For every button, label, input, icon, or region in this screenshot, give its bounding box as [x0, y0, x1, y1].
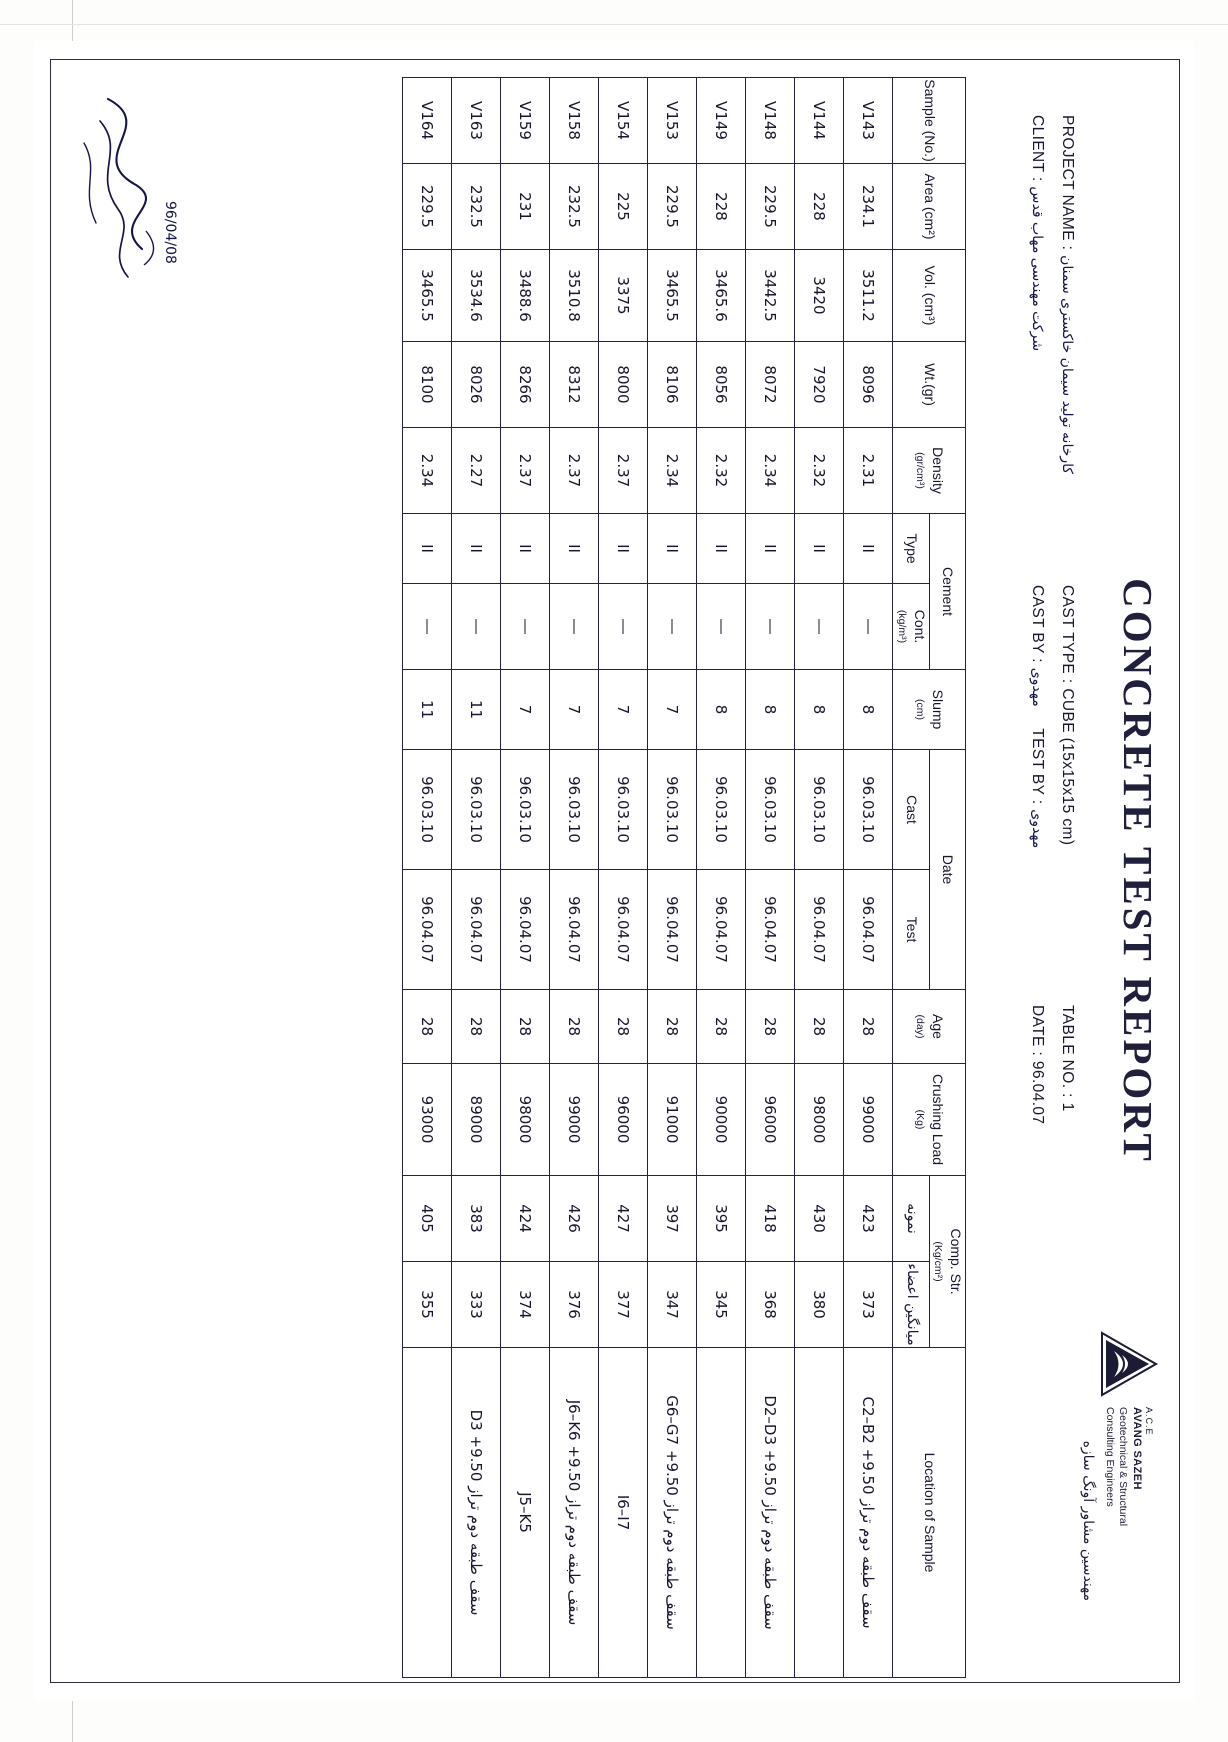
th-date: Date [929, 750, 965, 990]
cell-location [452, 1348, 501, 1678]
cell-weight: 8096 [844, 342, 893, 428]
th-cement: Cement [929, 514, 965, 670]
cell-vol: 3465.5 [403, 250, 452, 342]
th-location: Location of Sample [893, 1348, 966, 1678]
cell-strength-average: 345 [697, 1262, 746, 1348]
cast-type-label: CAST TYPE : [1059, 585, 1076, 684]
loc-text: سقف طبقه دوم [663, 1529, 682, 1630]
cast-by-label: CAST BY : [1029, 585, 1046, 663]
cell-strength-sample: 427 [599, 1176, 648, 1262]
cell-density: 2.34 [648, 428, 697, 514]
loc-level: تراز 9.50+ [761, 1449, 780, 1525]
loc-grid-code: I6–I7 [614, 1494, 633, 1531]
table-no-label: TABLE NO. : [1059, 1005, 1076, 1098]
cell-cement-type: II [550, 514, 599, 584]
cell-vol: 3420 [795, 250, 844, 342]
loc-grid-code: D3 [467, 1409, 486, 1431]
date-field [1028, 1005, 1046, 1285]
meta-row-2 [1028, 115, 1046, 1631]
cell-strength-sample: 424 [501, 1176, 550, 1262]
signature-date: 96/04/08 [162, 201, 178, 264]
cell-strength-sample: 405 [403, 1176, 452, 1262]
cell-cement-type: II [648, 514, 697, 584]
cell-density: 2.34 [403, 428, 452, 514]
cell-area: 228 [697, 164, 746, 250]
table-row [795, 78, 844, 1678]
cell-sample: V149 [697, 78, 746, 164]
th-sample: Sample (No.) [893, 78, 966, 164]
table-row [452, 78, 501, 1678]
concrete-test-table [402, 77, 966, 1678]
report-header [966, 71, 1162, 1671]
cell-load: 89000 [452, 1064, 501, 1176]
cell-density: 2.37 [550, 428, 599, 514]
cast-by-field [1028, 585, 1046, 1005]
th-strength-average: میانگین اعضاء [893, 1262, 929, 1348]
cell-location [599, 1348, 648, 1678]
cell-weight: 8312 [550, 342, 599, 428]
cast-type-value: CUBE (15x15x15 cm) [1059, 688, 1076, 846]
table-row [501, 78, 550, 1678]
cell-date-test: 96.04.07 [844, 870, 893, 990]
cell-date-test: 96.04.07 [746, 870, 795, 990]
table-row [844, 78, 893, 1678]
logo-company-name: AVANG SAZEH [1130, 1407, 1143, 1490]
cell-vol: 3510.8 [550, 250, 599, 342]
th-slump-unit: (cm) [914, 699, 927, 720]
cell-location [501, 1348, 550, 1678]
cell-date-test: 96.04.07 [599, 870, 648, 990]
th-cement-content-label: Cont. [911, 609, 928, 644]
th-slump [893, 670, 966, 750]
cell-strength-average: 333 [452, 1262, 501, 1348]
cell-strength-sample: 426 [550, 1176, 599, 1262]
cell-weight: 8266 [501, 342, 550, 428]
cast-type-field [1058, 585, 1076, 1005]
cell-age: 28 [599, 990, 648, 1064]
loc-grid-code: J5–K5 [516, 1492, 535, 1533]
cell-date-test: 96.04.07 [452, 870, 501, 990]
table-row [550, 78, 599, 1678]
cell-load: 99000 [844, 1064, 893, 1176]
cell-area: 229.5 [746, 164, 795, 250]
th-comp-strength [929, 1176, 965, 1348]
cell-sample: V154 [599, 78, 648, 164]
cell-density: 2.27 [452, 428, 501, 514]
report-meta [1016, 115, 1076, 1631]
logo-line-2: Geotechnical & Structural [1117, 1407, 1129, 1527]
th-density-label: Density [929, 447, 946, 494]
th-density [893, 428, 966, 514]
loc-grid-code: J6–K6 [565, 1399, 584, 1441]
cell-date-test: 96.04.07 [403, 870, 452, 990]
table-row [697, 78, 746, 1678]
meta-row-1 [1058, 115, 1076, 1631]
cell-date-test: 96.04.07 [550, 870, 599, 990]
cell-date-cast: 96.03.10 [648, 750, 697, 870]
cell-strength-sample: 430 [795, 1176, 844, 1262]
cell-date-test: 96.04.07 [795, 870, 844, 990]
cell-area: 225 [599, 164, 648, 250]
cell-age: 28 [697, 990, 746, 1064]
cell-weight: 8100 [403, 342, 452, 428]
cell-area: 232.5 [550, 164, 599, 250]
cell-cement-type: II [746, 514, 795, 584]
cell-date-test: 96.04.07 [697, 870, 746, 990]
cell-location [844, 1348, 893, 1678]
th-slump-label: Slump [929, 689, 946, 730]
loc-text: سقف طبقه دوم [761, 1529, 780, 1630]
cell-cement-type: II [844, 514, 893, 584]
cell-slump: 7 [599, 670, 648, 750]
cell-load: 98000 [501, 1064, 550, 1176]
cell-weight: 8072 [746, 342, 795, 428]
cell-strength-average: 347 [648, 1262, 697, 1348]
date-value: 96.04.07 [1029, 1060, 1046, 1125]
cell-cement-content: — [844, 584, 893, 670]
cell-location [697, 1348, 746, 1678]
cell-cement-content: — [501, 584, 550, 670]
cell-cement-content: — [697, 584, 746, 670]
th-date-test: Test [893, 870, 929, 990]
company-logo-block [1080, 1331, 1158, 1631]
cell-cement-type: II [403, 514, 452, 584]
cell-sample: V148 [746, 78, 795, 164]
loc-grid-code: C2–B2 [859, 1396, 878, 1444]
loc-level: تراز 9.50+ [663, 1449, 682, 1525]
th-strength-sample: نمونه [893, 1176, 929, 1262]
cell-strength-average: 355 [403, 1262, 452, 1348]
cell-date-cast: 96.03.10 [697, 750, 746, 870]
th-load-label: Crushing Load [929, 1073, 946, 1166]
cell-strength-sample: 397 [648, 1176, 697, 1262]
cell-density: 2.31 [844, 428, 893, 514]
th-vol: Vol. (cm³) [893, 250, 966, 342]
cell-location [403, 1348, 452, 1678]
table-row [746, 78, 795, 1678]
cell-cement-content: — [599, 584, 648, 670]
table-row [403, 78, 452, 1678]
table-row [648, 78, 697, 1678]
scan-edge-top [0, 24, 1228, 25]
cell-weight: 8000 [599, 342, 648, 428]
cell-vol: 3375 [599, 250, 648, 342]
th-age-unit: (day) [914, 1014, 927, 1039]
client-label: CLIENT : [1029, 115, 1046, 182]
cell-date-cast: 96.03.10 [795, 750, 844, 870]
loc-level: تراز 9.50+ [467, 1435, 486, 1511]
cell-slump: 11 [452, 670, 501, 750]
th-density-unit: (gr/cm³) [914, 452, 927, 489]
cell-strength-sample: 383 [452, 1176, 501, 1262]
loc-level: تراز 9.50+ [565, 1445, 584, 1520]
th-crushing-load [893, 1064, 966, 1176]
cell-age: 28 [501, 990, 550, 1064]
cell-vol: 3534.6 [452, 250, 501, 342]
cell-load: 91000 [648, 1064, 697, 1176]
cell-load: 98000 [795, 1064, 844, 1176]
cell-date-cast: 96.03.10 [403, 750, 452, 870]
cell-date-cast: 96.03.10 [844, 750, 893, 870]
th-strength-unit: (Kg/cm²) [932, 1241, 945, 1282]
cell-cement-content: — [648, 584, 697, 670]
cell-cement-content: — [403, 584, 452, 670]
project-name-label: PROJECT NAME : [1059, 115, 1076, 251]
client-field [1028, 115, 1046, 585]
cell-date-test: 96.04.07 [501, 870, 550, 990]
cell-weight: 8026 [452, 342, 501, 428]
cell-strength-sample: 418 [746, 1176, 795, 1262]
cell-date-cast: 96.03.10 [599, 750, 648, 870]
cell-area: 228 [795, 164, 844, 250]
cell-cement-content: — [795, 584, 844, 670]
cast-by-value: مهدوی [1029, 667, 1045, 707]
loc-grid-code: G6–G7 [663, 1395, 682, 1446]
table-no-field [1058, 1005, 1076, 1285]
th-cement-type: Type [893, 514, 929, 584]
cell-slump: 11 [403, 670, 452, 750]
cell-strength-average: 374 [501, 1262, 550, 1348]
cell-cement-type: II [697, 514, 746, 584]
cell-sample: V163 [452, 78, 501, 164]
cell-vol: 3442.5 [746, 250, 795, 342]
cell-slump: 8 [795, 670, 844, 750]
cell-strength-average: 380 [795, 1262, 844, 1348]
date-label: DATE : [1029, 1005, 1046, 1057]
th-cement-content [893, 584, 929, 670]
cell-weight: 8106 [648, 342, 697, 428]
cell-strength-average: 377 [599, 1262, 648, 1348]
cell-weight: 7920 [795, 342, 844, 428]
cell-density: 2.32 [697, 428, 746, 514]
cell-load: 93000 [403, 1064, 452, 1176]
cell-date-cast: 96.03.10 [452, 750, 501, 870]
cell-location [550, 1348, 599, 1678]
loc-grid-code: D2–D3 [761, 1395, 780, 1446]
signature-block [60, 81, 180, 381]
project-name-field [1058, 115, 1076, 585]
cell-age: 28 [403, 990, 452, 1064]
loc-text: سقف طبقه دوم [859, 1528, 878, 1629]
cell-load: 96000 [599, 1064, 648, 1176]
cell-area: 229.5 [403, 164, 452, 250]
cell-area: 231 [501, 164, 550, 250]
cell-cement-type: II [452, 514, 501, 584]
table-body [403, 78, 893, 1678]
cell-slump: 8 [844, 670, 893, 750]
cell-date-cast: 96.03.10 [746, 750, 795, 870]
cell-vol: 3511.2 [844, 250, 893, 342]
table-no-value: 1 [1059, 1102, 1076, 1112]
cell-slump: 8 [746, 670, 795, 750]
cell-slump: 7 [550, 670, 599, 750]
cell-sample: V164 [403, 78, 452, 164]
cell-cement-type: II [501, 514, 550, 584]
cell-density: 2.34 [746, 428, 795, 514]
th-date-cast: Cast [893, 750, 929, 870]
cell-strength-average: 368 [746, 1262, 795, 1348]
cell-sample: V153 [648, 78, 697, 164]
cell-vol: 3488.6 [501, 250, 550, 342]
company-name-block [1103, 1407, 1158, 1526]
cell-weight: 8056 [697, 342, 746, 428]
loc-level: تراز 9.50+ [859, 1448, 878, 1524]
client-value: شرکت مهندسی مهاب قدس [1029, 186, 1045, 352]
table-row [599, 78, 648, 1678]
cell-age: 28 [795, 990, 844, 1064]
cell-cement-content: — [746, 584, 795, 670]
cell-age: 28 [452, 990, 501, 1064]
cell-area: 234.1 [844, 164, 893, 250]
project-name-value: کارخانه تولید سیمان خاکستری سمنان [1059, 255, 1075, 475]
cell-age: 28 [844, 990, 893, 1064]
test-by-label: TEST BY : [1029, 728, 1046, 805]
loc-text: سقف طبقه دوم [467, 1514, 486, 1616]
cell-vol: 3465.6 [697, 250, 746, 342]
cell-cement-content: — [550, 584, 599, 670]
logo-persian-name: مهندسین مشاور آونگ سازه [1080, 1440, 1096, 1601]
cell-load: 96000 [746, 1064, 795, 1176]
cell-sample: V143 [844, 78, 893, 164]
cell-sample: V158 [550, 78, 599, 164]
avang-sazeh-logo-icon [1100, 1331, 1158, 1397]
th-age [893, 990, 966, 1064]
cell-load: 90000 [697, 1064, 746, 1176]
cell-cement-type: II [599, 514, 648, 584]
cell-density: 2.32 [795, 428, 844, 514]
cell-strength-sample: 395 [697, 1176, 746, 1262]
cell-location [648, 1348, 697, 1678]
cell-date-test: 96.04.07 [648, 870, 697, 990]
loc-text: سقف طبقه دوم [565, 1524, 584, 1626]
th-cement-content-unit: (kg/m³) [895, 609, 908, 644]
cell-slump: 8 [697, 670, 746, 750]
test-by-value: مهدوی [1029, 809, 1045, 849]
cell-load: 99000 [550, 1064, 599, 1176]
cell-strength-average: 376 [550, 1262, 599, 1348]
cell-date-cast: 96.03.10 [501, 750, 550, 870]
th-area: Area (cm²) [893, 164, 966, 250]
cell-slump: 7 [501, 670, 550, 750]
cell-location [746, 1348, 795, 1678]
cell-date-cast: 96.03.10 [550, 750, 599, 870]
cell-cement-type: II [795, 514, 844, 584]
cell-strength-sample: 423 [844, 1176, 893, 1262]
cell-area: 232.5 [452, 164, 501, 250]
report-sheet [34, 41, 1194, 1701]
cell-area: 229.5 [648, 164, 697, 250]
cell-cement-content: — [452, 584, 501, 670]
logo-ace-label: A.C.E [1144, 1407, 1154, 1436]
cell-density: 2.37 [501, 428, 550, 514]
cell-sample: V159 [501, 78, 550, 164]
cell-strength-average: 373 [844, 1262, 893, 1348]
th-weight: Wt.(gr) [893, 342, 966, 428]
cell-age: 28 [550, 990, 599, 1064]
cell-age: 28 [648, 990, 697, 1064]
page-title: CONCRETE TEST REPORT [1115, 578, 1161, 1164]
cell-vol: 3465.5 [648, 250, 697, 342]
th-load-unit: (Kg) [914, 1109, 927, 1130]
cell-slump: 7 [648, 670, 697, 750]
cell-sample: V144 [795, 78, 844, 164]
table-header-row-1 [929, 78, 965, 1678]
cell-density: 2.37 [599, 428, 648, 514]
logo-line-3: Consulting Engineers [1103, 1407, 1116, 1507]
cell-location [795, 1348, 844, 1678]
cell-age: 28 [746, 990, 795, 1064]
th-strength-label: Comp. Str. [948, 1228, 964, 1295]
th-age-label: Age [929, 1014, 946, 1039]
